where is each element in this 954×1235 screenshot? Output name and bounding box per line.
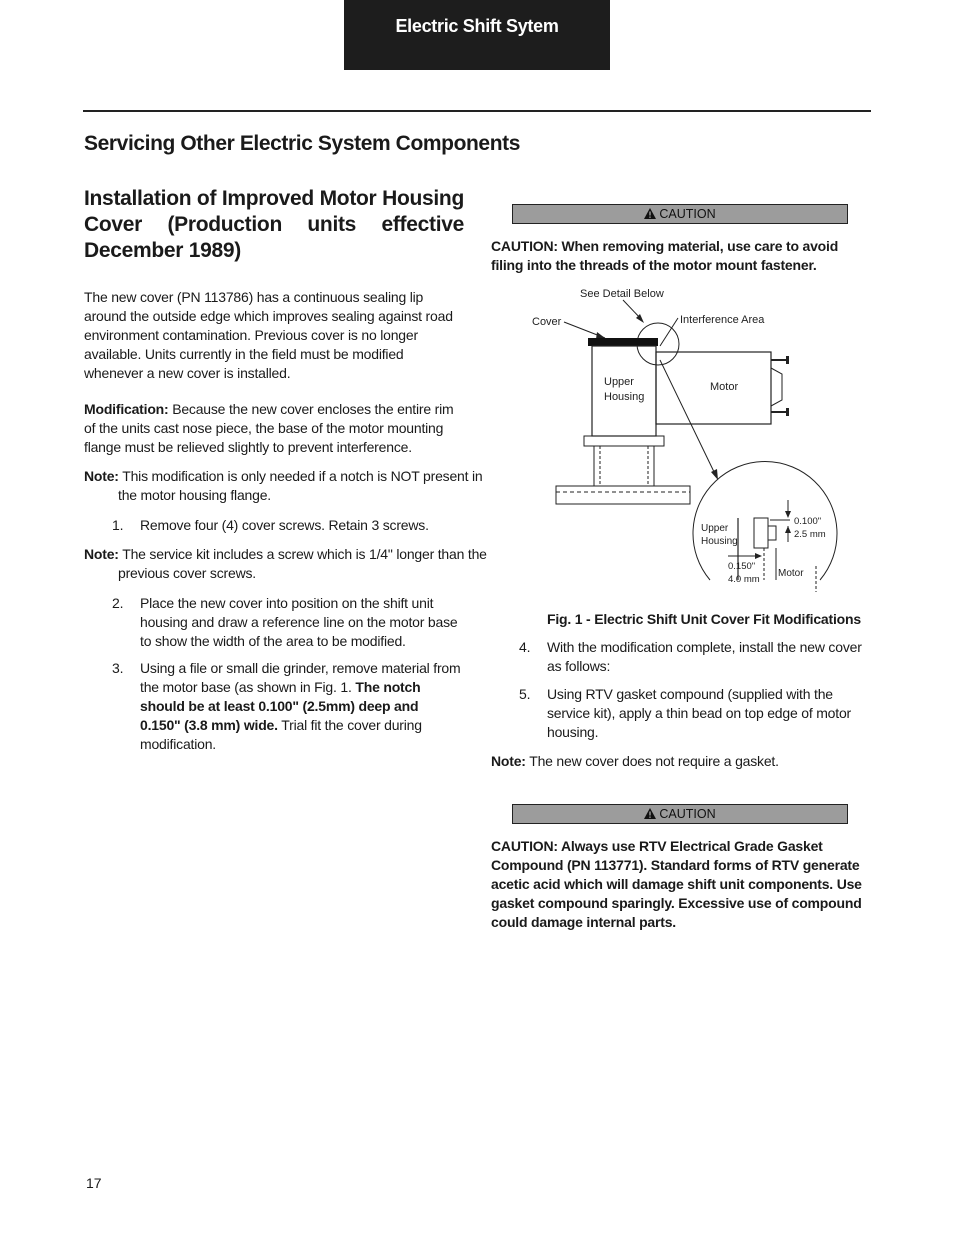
note-2 [84, 545, 490, 583]
note-1 [84, 467, 490, 505]
caution-2-text: CAUTION: Always use RTV Electrical Grade Gasket Compound (PN 113771). Standard forms of RTV generate acetic acid which will damage shift unit components. Use gasket compound sparingly. Excessive use of compound could damage internal parts. [491, 838, 862, 930]
note-3-text: The new cover does not require a gasket. [525, 753, 779, 769]
label-detail-upper-1: Upper [701, 523, 729, 534]
cover-shape [588, 338, 658, 346]
label-dim-width-in: 0.150" [728, 561, 756, 572]
note-3-label: Note: [491, 753, 526, 769]
warning-icon [644, 208, 656, 219]
note-1-label: Note: [84, 468, 119, 484]
figure-1-diagram [520, 280, 880, 600]
step-2 [112, 594, 462, 654]
step-1-number: 1. [112, 517, 124, 533]
caution-1-text: CAUTION: When removing material, use care to avoid filing into the threads of the motor mount fastener. [491, 238, 839, 273]
label-upper-housing-1: Upper [604, 376, 634, 388]
subsection-title: Installation of Improved Motor Housing Cover (Production units effective December 1989) [84, 187, 464, 262]
step-1-text: Remove four (4) cover screws. Retain 3 screws. [140, 517, 429, 533]
step-3-text [140, 659, 462, 754]
leader-detail [660, 360, 716, 476]
label-see-detail: See Detail Below [580, 288, 664, 300]
step-3 [112, 659, 462, 754]
step-5-number: 5. [519, 686, 531, 702]
warning-icon [644, 808, 656, 819]
header-tab [344, 0, 610, 70]
label-interference: Interference Area [680, 314, 765, 326]
section-title: Servicing Other Electric System Components [84, 132, 521, 155]
label-dim-width-mm: 4.0 mm [728, 574, 760, 585]
caution-banner-2-label: CAUTION [659, 807, 716, 821]
header-rule [83, 110, 871, 112]
label-detail-upper-2: Housing [701, 536, 738, 547]
step-3-text-a: Using a file or small die grinder, remove material from the motor base (as shown in Fig. 1. [140, 660, 461, 695]
step-4-number: 4. [519, 639, 531, 655]
label-motor: Motor [710, 381, 739, 393]
step-4 [519, 638, 871, 678]
step-1 [112, 516, 457, 536]
caution-banner-1 [512, 204, 848, 224]
note-1-text: This modification is only needed if a notch is NOT present in the motor housing flange. [118, 468, 483, 503]
step-3-text-bold: The notch should be at least 0.100" (2.5mm) deep and 0.150" (3.8 mm) wide. [140, 679, 421, 733]
step-5-text: Using RTV gasket compound (supplied with the service kit), apply a thin bead on top edge of motor housing. [547, 686, 852, 740]
label-cover: Cover [532, 316, 562, 328]
label-dim-depth-mm: 2.5 mm [794, 529, 826, 540]
note-2-label: Note: [84, 546, 119, 562]
modification-label: Modification: [84, 401, 169, 417]
step-3-number: 3. [112, 660, 124, 676]
note-2-text: The service kit includes a screw which is 1/4" longer than the previous cover screws. [118, 546, 487, 581]
caution-banner-1-label: CAUTION [659, 207, 716, 221]
step-5 [519, 685, 871, 745]
label-detail-motor: Motor [778, 568, 804, 579]
step-2-number: 2. [112, 595, 124, 611]
modification-text: Because the new cover encloses the entire rim of the units cast nose piece, the base of the motor mounting flange must be relieved slightly to prevent interference. [84, 401, 454, 455]
caution-banner-2 [512, 804, 848, 824]
note-3 [491, 752, 871, 771]
step-3-text-b: Trial fit the cover during modification. [140, 717, 422, 752]
step-2-text: Place the new cover into position on the shift unit housing and draw a reference line on the motor base to show the width of the area to be modified. [140, 595, 458, 649]
step-4-text: With the modification complete, install the new cover as follows: [547, 639, 862, 674]
label-upper-housing-2: Housing [604, 391, 645, 403]
header-tab-title: Electric Shift Sytem [395, 16, 559, 36]
page-number: 17 [86, 1175, 102, 1191]
modification-paragraph [84, 400, 462, 457]
figure-caption: Fig. 1 - Electric Shift Unit Cover Fit Modifications [547, 611, 861, 627]
label-dim-depth-in: 0.100" [794, 516, 822, 527]
intro-paragraph: The new cover (PN 113786) has a continuous sealing lip around the outside edge which improves sealing against road environment contamination. Previous cover is no longer available. Units currently in the field must be modified whenever a new cover is installed. [84, 289, 453, 381]
